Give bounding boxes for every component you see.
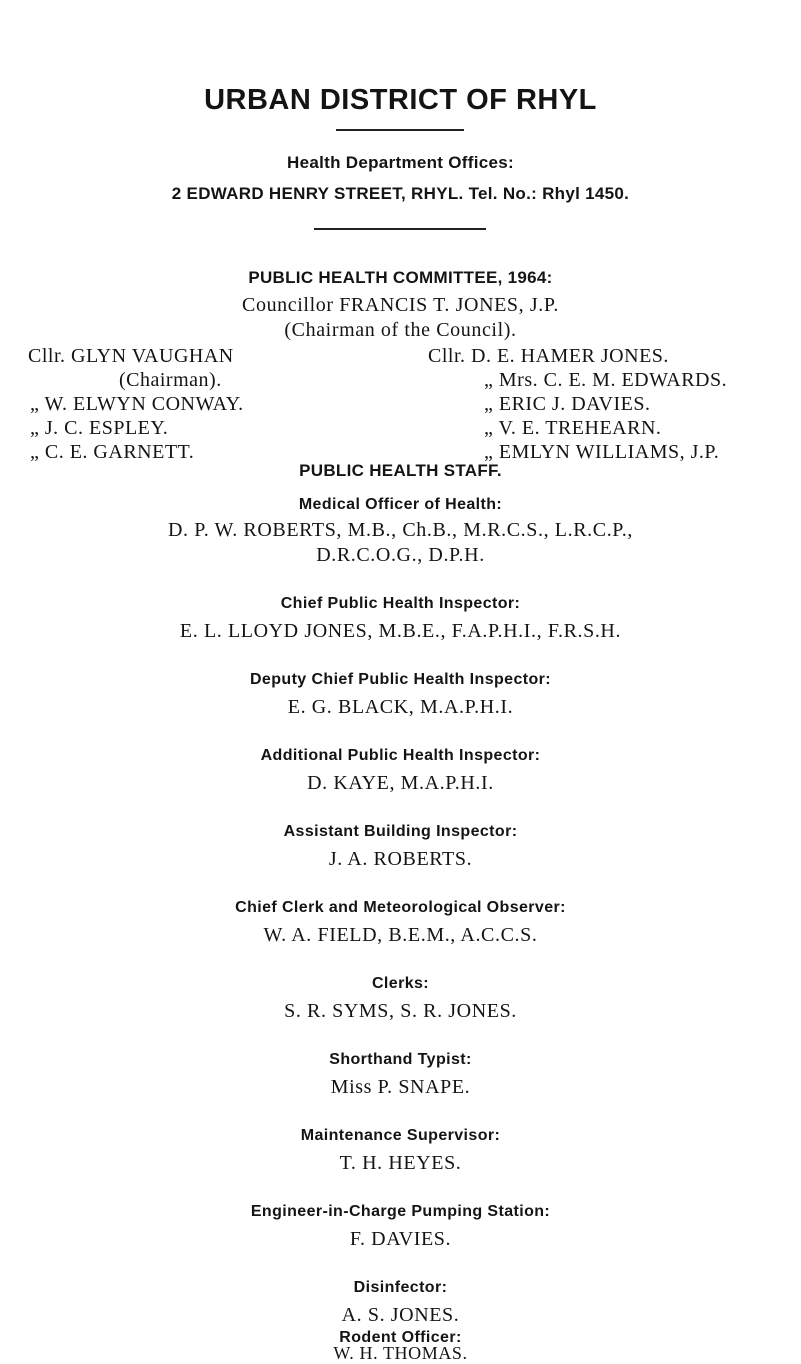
clerks-role: Clerks: [371, 975, 430, 992]
disinfector-role: Disinfector: [353, 1279, 448, 1296]
building-inspector-name: J. A. ROBERTS. [328, 848, 473, 870]
additional-inspector-role: Additional Public Health Inspector: [260, 747, 541, 764]
maintenance-supervisor-role: Maintenance Supervisor: [300, 1127, 501, 1144]
committee-member-role: (Chairman). [119, 369, 222, 391]
chief-clerk-role: Chief Clerk and Meteorological Observer: [235, 899, 566, 916]
title-rule [336, 129, 464, 131]
department-label: Health Department Offices: [287, 153, 514, 172]
committee-member: „ Mrs. C. E. M. EDWARDS. [484, 369, 728, 391]
committee-member: „ J. C. ESPLEY. [30, 417, 169, 439]
deputy-inspector-role: Deputy Chief Public Health Inspector: [249, 671, 552, 688]
address-rule [314, 228, 486, 230]
department-address: 2 EDWARD HENRY STREET, RHYL. Tel. No.: Rhyl 1450. [171, 184, 630, 203]
chief-inspector-name: E. L. LLOYD JONES, M.B.E., F.A.P.H.I., F.R.S.H. [179, 620, 622, 642]
rodent-officer-role: Rodent Officer: [339, 1329, 462, 1346]
committee-member: „ C. E. GARNETT. [30, 441, 195, 463]
clerks-names: S. R. SYMS, S. R. JONES. [284, 1000, 517, 1022]
council-chairman-name: Councillor FRANCIS T. JONES, J.P. [242, 294, 559, 316]
committee-member: „ ERIC J. DAVIES. [484, 393, 651, 415]
typist-name: Miss P. SNAPE. [330, 1076, 471, 1098]
committee-member: Cllr. GLYN VAUGHAN [28, 345, 234, 367]
engineer-role: Engineer-in-Charge Pumping Station: [250, 1203, 551, 1220]
medical-officer-name: D. P. W. ROBERTS, M.B., Ch.B., M.R.C.S., L.R.C.P., [167, 519, 634, 541]
engineer-name: F. DAVIES. [349, 1228, 452, 1250]
building-inspector-role: Assistant Building Inspector: [283, 823, 518, 840]
council-chairman-role: (Chairman of the Council). [284, 319, 517, 341]
medical-officer-role: Medical Officer of Health: [298, 496, 503, 513]
committee-member: „ W. ELWYN CONWAY. [30, 393, 244, 415]
chief-inspector-role: Chief Public Health Inspector: [280, 595, 521, 612]
chief-clerk-name: W. A. FIELD, B.E.M., A.C.C.S. [263, 924, 538, 946]
typist-role: Shorthand Typist: [329, 1051, 472, 1068]
medical-officer-qualifications: D.R.C.O.G., D.P.H. [316, 544, 485, 566]
rodent-officer-name: W. H. THOMAS. [333, 1343, 468, 1363]
additional-inspector-name: D. KAYE, M.A.P.H.I. [307, 772, 494, 794]
deputy-inspector-name: E. G. BLACK, M.A.P.H.I. [287, 696, 514, 718]
staff-heading: PUBLIC HEALTH STAFF. [299, 461, 502, 480]
maintenance-supervisor-name: T. H. HEYES. [339, 1152, 462, 1174]
document-title: URBAN DISTRICT OF RHYL [204, 84, 597, 116]
disinfector-name: A. S. JONES. [341, 1304, 460, 1326]
committee-heading: PUBLIC HEALTH COMMITTEE, 1964: [248, 268, 553, 287]
committee-member: Cllr. D. E. HAMER JONES. [428, 345, 669, 367]
committee-member: „ V. E. TREHEARN. [484, 417, 662, 439]
committee-member: „ EMLYN WILLIAMS, J.P. [484, 441, 720, 463]
